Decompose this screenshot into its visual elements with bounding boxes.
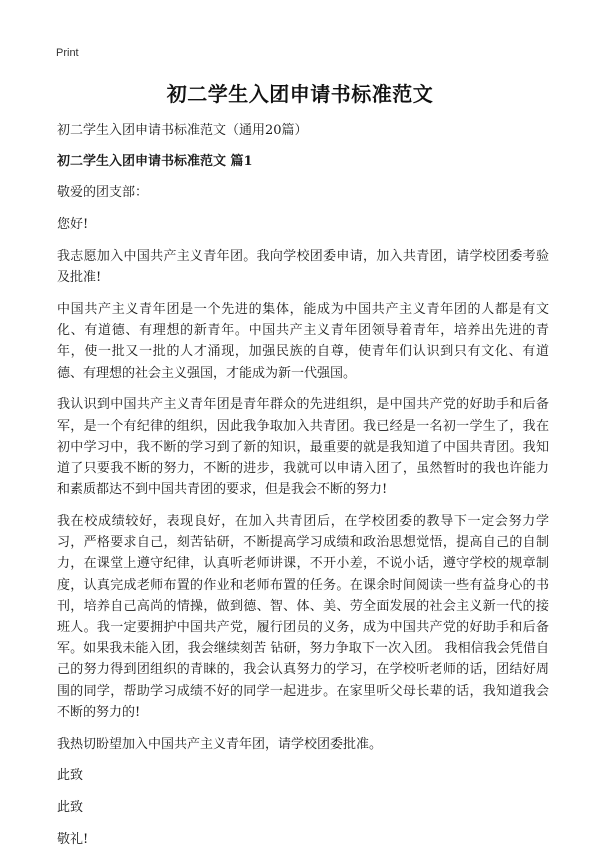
print-label: Print — [56, 47, 79, 59]
section-heading: 初二学生入团申请书标准范文 篇1 — [57, 154, 253, 170]
body-paragraph: 中国共产主义青年团是一个先进的集体，能成为中国共产主义青年团的人都是有文化、有道德、有理想的新青年。中国共产主义青年团领导着青年，培养出先进的青年，使一批又一批的人才涌现，加强民族的自尊，使青年们认识到只有文化、有道德、有理想的社会主义强国，才能成为新一代强国。 — [57, 302, 549, 381]
document-body — [57, 120, 549, 861]
body-paragraph: 我志愿加入中国共产主义青年团。我向学校团委申请，加入共青团，请学校团委考验及批准! — [57, 249, 549, 286]
document-subtitle: 初二学生入团申请书标准范文（通用20篇） — [57, 123, 308, 138]
body-paragraph: 我认识到中国共产主义青年团是青年群众的先进组织，是中国共产党的好助手和后备军，是一个有纪律的组织，因此我争取加入共青团。我已经是一名初一学生了，我在初中学习中，我不断的学习到了新的知识，最重要的就是我知道了中国共青团。我知道了只要我不断的努力，不断的进步，我就可以申请入团了，虽然暂时的我也许能力和素质都达不到中国共青团的要求，但是我会不断的努力! — [57, 397, 549, 498]
closing-line: 此致 — [57, 768, 84, 784]
closing-line: 此致 — [57, 800, 84, 816]
salutation: 敬爱的团支部： — [57, 185, 149, 201]
document-title: 初二学生入团申请书标准范文 — [166, 82, 434, 106]
body-paragraph: 我在校成绩较好，表现良好，在加入共青团后，在学校团委的教导下一定会努力学习，严格要求自己，刻苦钻研，不断提高学习成绩和政治思想觉悟，提高自己的自制力，在课堂上遵守纪律，认真听老师讲课，不开小差，不说小话，遵守学校的规章制度，认真完成老师布置的作业和老师布置的任务。在课余时间阅读一些有益身心的书刊，培养自己高尚的情操，做到德、智、体、美、劳全面发展的社会主义新一代的接班人。我一定要拥护中国共产党，履行团员的义务，成为中国共产党的好助手和后备军。如果我未能入团，我会继续刻苦 钻研，努力争取下一次入团。 我相信我会凭借自己的努力得到团组织的青睐的，我会认真努力的学习，在学校听老师的话，团结好周围的同学，帮助学习成绩不好的同学一起进步。在家里听父母长辈的话，我知道我会不断的努力的! — [57, 514, 549, 720]
body-paragraph: 我热切盼望加入中国共产主义青年团，请学校团委批准。 — [57, 736, 383, 752]
greeting: 您好! — [57, 217, 89, 233]
closing-salute: 敬礼! — [57, 832, 89, 848]
